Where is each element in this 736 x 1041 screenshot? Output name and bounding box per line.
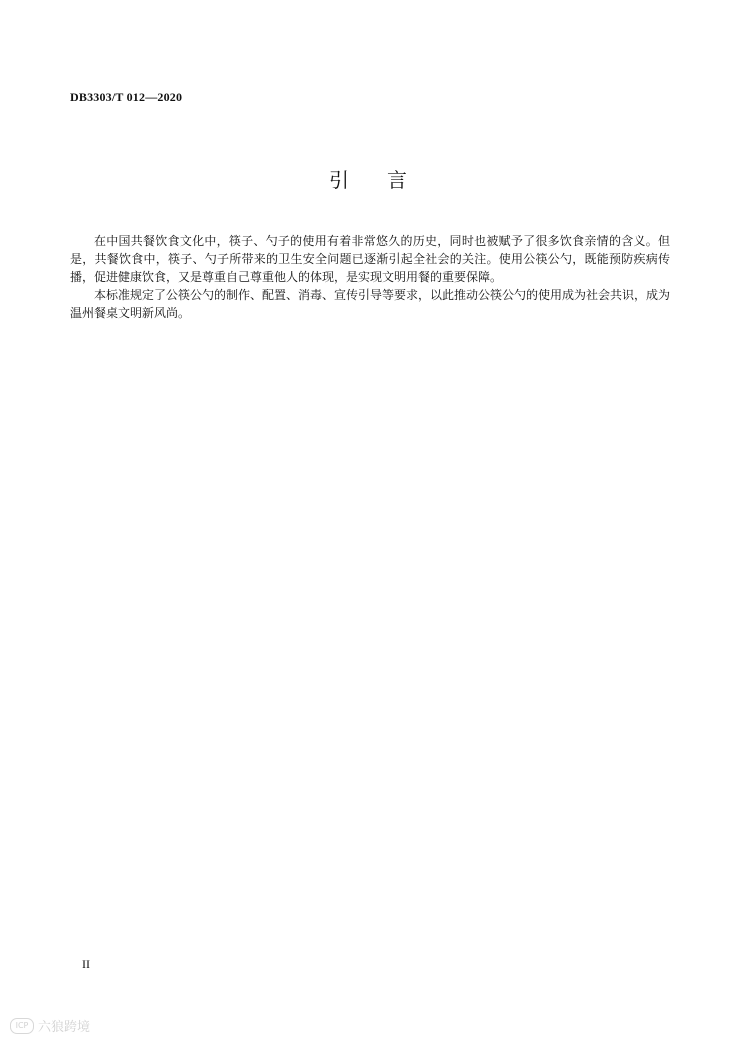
body-text bbox=[70, 232, 670, 322]
paragraph-introduction: 在中国共餐饮食文化中，筷子、勺子的使用有着非常悠久的历史，同时也被赋予了很多饮食亲情的含义。但是，共餐饮食中，筷子、勺子所带来的卫生安全问题已逐渐引起全社会的关注。使用公筷公勺，既能预防疾病传播，促进健康饮食，又是尊重自己尊重他人的体现，是实现文明用餐的重要保障。 bbox=[70, 234, 670, 284]
paragraph-scope: 本标准规定了公筷公勺的制作、配置、消毒、宣传引导等要求，以此推动公筷公勺的使用成为社会共识，成为温州餐桌文明新风尚。 bbox=[70, 288, 671, 320]
document-code: DB3303/T 012—2020 bbox=[70, 90, 183, 104]
watermark-logo-icon: ICP bbox=[10, 1018, 34, 1034]
watermark bbox=[10, 1016, 90, 1035]
section-title: 引言 bbox=[329, 168, 445, 192]
page-number: II bbox=[82, 957, 90, 971]
watermark-text: 六狼跨境 bbox=[38, 1020, 91, 1035]
